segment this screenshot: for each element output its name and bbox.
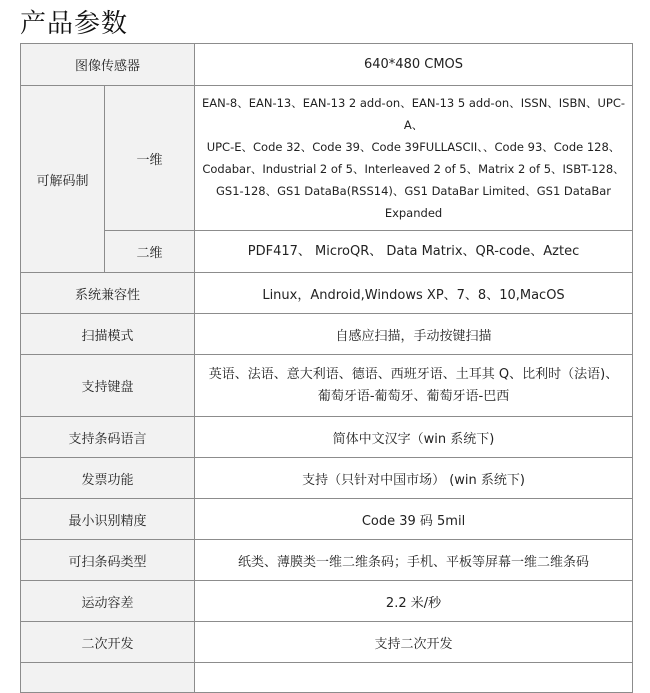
row-label: 二次开发 — [21, 622, 195, 663]
row-value: 640*480 CMOS — [195, 44, 633, 86]
row-value: 自感应扫描，手动按键扫描 — [195, 314, 633, 355]
page-title: 产品参数 — [20, 9, 129, 39]
table-row — [21, 540, 633, 581]
table-row — [21, 44, 633, 86]
table-row — [21, 273, 633, 314]
list-item: UPC-E、Code 32、Code 39、Code 39FULLASCII、、Code 93、Code 128、 — [206, 140, 621, 154]
row-value: 支持（只针对中国市场） (win 系统下) — [195, 458, 633, 499]
list-item: 葡萄牙语-葡萄牙、葡萄牙语-巴西 — [317, 388, 510, 404]
row-label: 支持键盘 — [21, 355, 195, 417]
table-row — [21, 663, 633, 693]
table-row — [21, 355, 633, 417]
row-label: 最小识别精度 — [21, 499, 195, 540]
table-row — [21, 581, 633, 622]
row-value: Code 39 码 5mil — [195, 499, 633, 540]
row-label-cutoff — [21, 663, 195, 693]
row-value-cutoff — [195, 663, 633, 693]
row-label: 支持条码语言 — [21, 417, 195, 458]
row-label: 系统兼容性 — [21, 273, 195, 314]
table-row — [21, 86, 633, 231]
table-row — [21, 231, 633, 273]
symbology-2d-list: PDF417、 MicroQR、 Data Matrix、QR-code、Aztec — [195, 231, 633, 273]
row-label: 运动容差 — [21, 581, 195, 622]
list-item: EAN-8、EAN-13、EAN-13 2 add-on、EAN-13 5 add-on、ISSN、ISBN、UPC-A、 — [202, 96, 626, 132]
row-label: 可解码制 — [21, 86, 105, 273]
table-row — [21, 314, 633, 355]
row-value: 支持二次开发 — [195, 622, 633, 663]
row-value: 简体中文汉字（win 系统下) — [195, 417, 633, 458]
list-item: 英语、法语、意大利语、德语、西班牙语、土耳其 Q、比利时（法语)、 — [208, 366, 619, 382]
sub-label: 一维 — [105, 86, 195, 231]
row-value: 2.2 米/秒 — [195, 581, 633, 622]
sub-label: 二维 — [105, 231, 195, 273]
row-value: Linux，Android,Windows XP、7、8、10,MacOS — [195, 273, 633, 314]
table-row — [21, 499, 633, 540]
row-label: 图像传感器 — [21, 44, 195, 86]
symbology-1d-list — [195, 86, 633, 231]
list-item: Codabar、Industrial 2 of 5、Interleaved 2 of 5、Matrix 2 of 5、ISBT-128、 — [202, 162, 625, 176]
row-label: 扫描模式 — [21, 314, 195, 355]
table-row — [21, 417, 633, 458]
spec-table — [20, 43, 633, 693]
row-value: 纸类、薄膜类一维二维条码；手机、平板等屏幕一维二维条码 — [195, 540, 633, 581]
table-row — [21, 622, 633, 663]
list-item: GS1-128、GS1 DataBa(RSS14)、GS1 DataBar Limited、GS1 DataBar Expanded — [215, 184, 612, 220]
row-label: 发票功能 — [21, 458, 195, 499]
keyboard-list — [195, 355, 633, 417]
row-label: 可扫条码类型 — [21, 540, 195, 581]
table-row — [21, 458, 633, 499]
